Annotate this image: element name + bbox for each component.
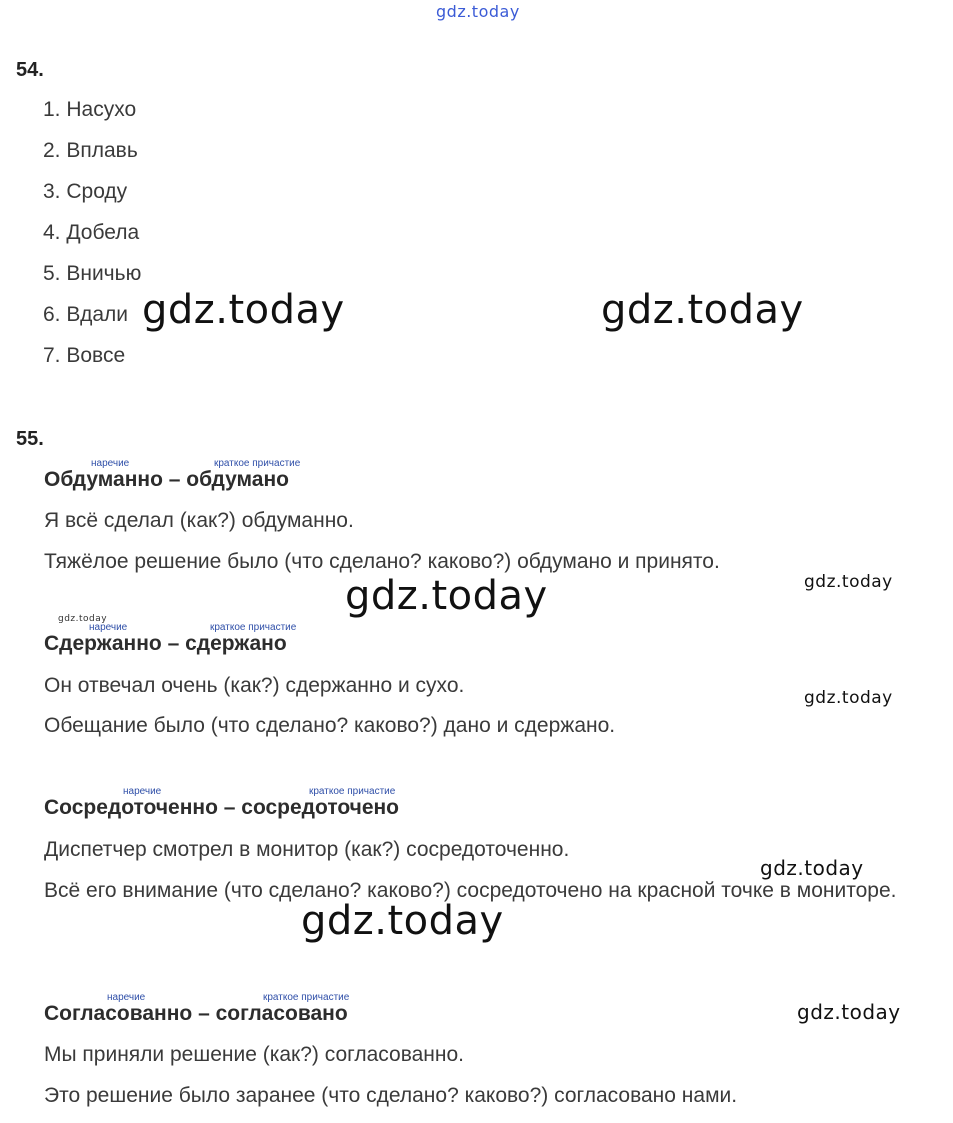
exercise-54-number: 54.	[16, 59, 44, 81]
label-adverb: наречие	[107, 992, 146, 1003]
sentence: Он отвечал очень (как?) сдержанно и сухо.	[44, 674, 465, 697]
watermark-top: gdz.today	[436, 2, 520, 21]
sentence: Мы приняли решение (как?) согласованно.	[44, 1043, 464, 1066]
list-item: 3. Сроду	[43, 180, 128, 203]
list-item: 6. Вдали	[43, 303, 129, 326]
label-adverb: наречие	[91, 458, 130, 469]
watermark-large-4: gdz.today	[301, 898, 504, 944]
sentence: Обещание было (что сделано? каково?) дано и сдержано.	[44, 714, 616, 737]
sentence: Диспетчер смотрел в монитор (как?) сосредоточенно.	[44, 838, 570, 861]
watermark-small-2: gdz.today	[804, 688, 893, 708]
sentence: Тяжёлое решение было (что сделано? каково?) обдумано и принято.	[44, 550, 720, 573]
label-short-participle: краткое причастие	[309, 786, 396, 797]
sentence: Это решение было заранее (что сделано? каково?) согласовано нами.	[44, 1084, 738, 1107]
sentence-wrapped: Всё его внимание (что сделано? каково?) сосредоточено на красной точке в мониторе.	[44, 879, 897, 902]
watermark-tiny: gdz.today	[58, 614, 108, 624]
group-heading: Согласованно – согласовано	[44, 1002, 348, 1025]
watermark-large-2: gdz.today	[601, 287, 804, 333]
group-heading: Сдержанно – сдержано	[44, 632, 287, 655]
list-item: 7. Вовсе	[43, 344, 126, 367]
sentence: Я всё сделал (как?) обдуманно.	[44, 509, 354, 532]
label-adverb: наречие	[89, 622, 128, 633]
exercise-55-number: 55.	[16, 428, 44, 450]
label-short-participle: краткое причастие	[210, 622, 297, 633]
label-short-participle: краткое причастие	[263, 992, 350, 1003]
watermark-mid-2: gdz.today	[797, 1000, 901, 1024]
watermark-mid: gdz.today	[760, 856, 864, 880]
list-item: 2. Вплавь	[43, 139, 138, 162]
watermark-small-1: gdz.today	[804, 572, 893, 592]
watermark-large-3: gdz.today	[345, 573, 548, 619]
list-item: 1. Насухо	[43, 98, 137, 121]
group-heading: Сосредоточенно – сосредоточено	[44, 796, 400, 819]
label-short-participle: краткое причастие	[214, 458, 301, 469]
watermark-large-1: gdz.today	[142, 287, 345, 333]
group-heading: Обдуманно – обдумано	[44, 468, 289, 491]
list-item: 4. Добела	[43, 221, 140, 244]
label-adverb: наречие	[123, 786, 162, 797]
list-item: 5. Вничью	[43, 262, 142, 285]
